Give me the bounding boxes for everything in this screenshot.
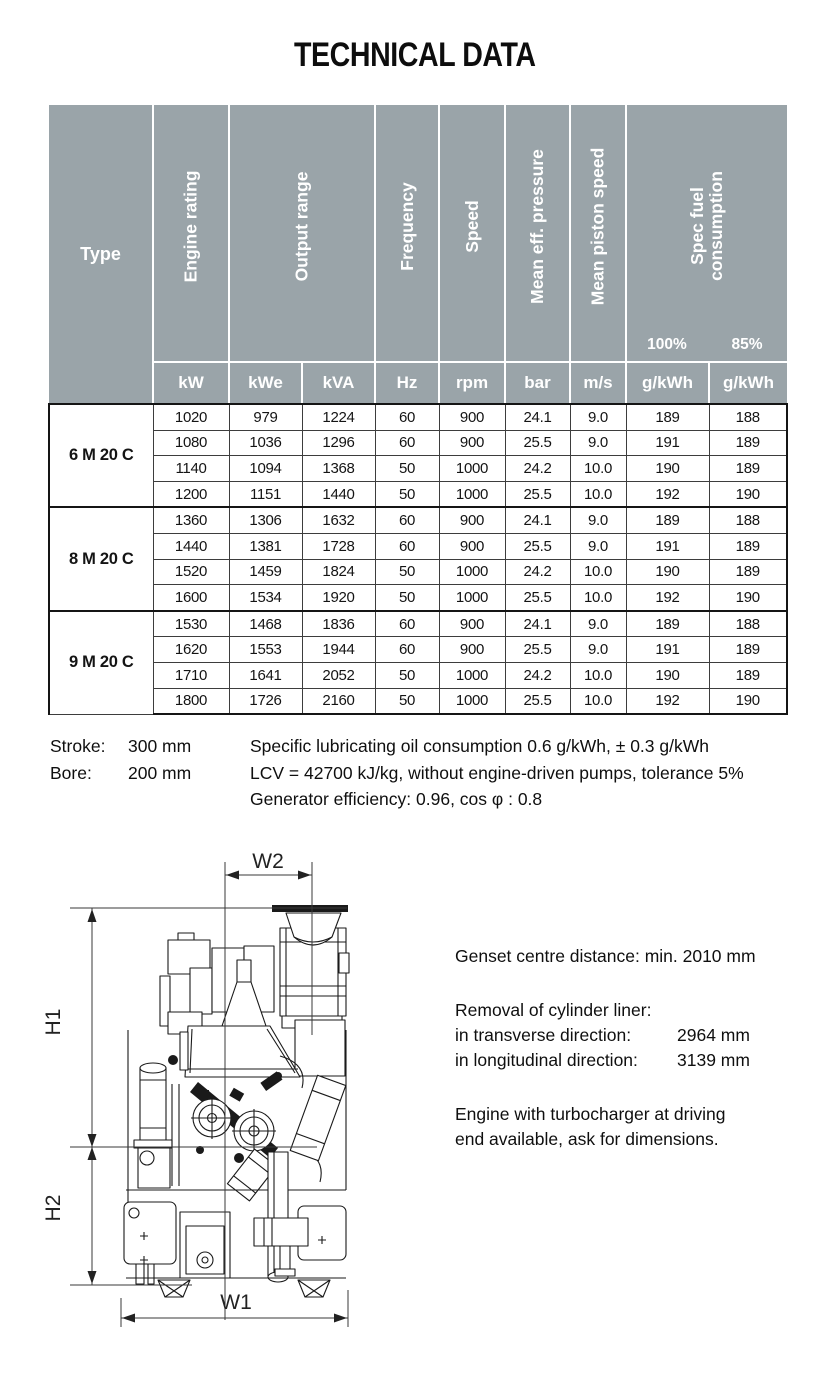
value-cell: 1296 [302, 430, 375, 456]
value-cell: 24.1 [505, 507, 570, 533]
load-85-label: 85% [731, 336, 763, 353]
value-cell: 60 [375, 507, 439, 533]
spec-fuel-label: Spec fuel consumption [686, 171, 726, 281]
bore-row [50, 760, 191, 787]
table-row [49, 481, 787, 507]
table-row [49, 430, 787, 456]
value-cell: 1200 [153, 481, 229, 507]
value-cell: 24.1 [505, 611, 570, 637]
value-cell: 1920 [302, 585, 375, 611]
lube-oil-note: Specific lubricating oil consumption 0.6 g/kWh, ± 0.3 g/kWh [250, 736, 709, 756]
value-cell: 1836 [302, 611, 375, 637]
value-cell: 191 [626, 533, 709, 559]
col-header-engine-rating [153, 105, 229, 362]
value-cell: 189 [709, 559, 787, 585]
turbocharger-note [455, 1102, 805, 1152]
value-cell: 1459 [229, 559, 302, 585]
value-cell: 191 [626, 637, 709, 663]
left-pump-cylinder [134, 1063, 172, 1188]
unit-bar: bar [505, 362, 570, 404]
cylinder-liner-block [455, 998, 805, 1073]
value-cell: 189 [626, 611, 709, 637]
value-cell: 24.2 [505, 662, 570, 688]
value-cell: 50 [375, 481, 439, 507]
value-cell: 188 [709, 507, 787, 533]
value-cell: 1620 [153, 637, 229, 663]
value-cell: 60 [375, 637, 439, 663]
table-row [49, 404, 787, 430]
value-cell: 25.5 [505, 637, 570, 663]
value-cell: 1036 [229, 430, 302, 456]
table-row [49, 662, 787, 688]
frequency-label: Frequency [396, 181, 417, 271]
value-cell: 9.0 [570, 637, 626, 663]
engine-type-cell: 6 M 20 C [49, 404, 153, 507]
value-cell: 190 [626, 456, 709, 482]
stroke-value: 300 mm [128, 736, 192, 756]
transverse-value: 2964 mm [677, 1025, 750, 1045]
value-cell: 10.0 [570, 481, 626, 507]
value-cell: 25.5 [505, 585, 570, 611]
value-cell: 192 [626, 481, 709, 507]
unit-kva: kVA [302, 362, 375, 404]
value-cell: 50 [375, 585, 439, 611]
value-cell: 25.5 [505, 533, 570, 559]
turbocharger [272, 905, 349, 1028]
engine-type-cell: 9 M 20 C [49, 611, 153, 714]
dim-label-w2: W2 [252, 850, 284, 873]
value-cell: 189 [626, 507, 709, 533]
value-cell: 1553 [229, 637, 302, 663]
dim-label-h1: H1 [42, 1008, 65, 1036]
value-cell: 189 [709, 662, 787, 688]
value-cell: 1000 [439, 559, 505, 585]
value-cell: 60 [375, 430, 439, 456]
info-section [455, 944, 805, 1181]
value-cell: 190 [626, 662, 709, 688]
value-cell: 10.0 [570, 559, 626, 585]
table-row [49, 585, 787, 611]
value-cell: 1094 [229, 456, 302, 482]
lcv-note: LCV = 42700 kJ/kg, without engine-driven pumps, tolerance 5% [250, 762, 744, 783]
value-cell: 1600 [153, 585, 229, 611]
value-cell: 1000 [439, 481, 505, 507]
value-cell: 192 [626, 688, 709, 714]
value-cell: 1534 [229, 585, 302, 611]
type-header-label: Type [80, 243, 121, 264]
value-cell: 900 [439, 611, 505, 637]
value-cell: 1710 [153, 662, 229, 688]
table-row [49, 688, 787, 714]
value-cell: 1306 [229, 507, 302, 533]
table-row [49, 456, 787, 482]
value-cell: 2052 [302, 662, 375, 688]
value-cell: 60 [375, 404, 439, 430]
mean-piston-speed-label: Mean piston speed [587, 147, 608, 305]
generator-efficiency-note: Generator efficiency: 0.96, cos φ : 0.8 [250, 789, 543, 809]
value-cell: 10.0 [570, 585, 626, 611]
value-cell: 25.5 [505, 688, 570, 714]
value-cell: 900 [439, 637, 505, 663]
header-row [49, 105, 787, 362]
turbo-note-line-1: Engine with turbocharger at driving [455, 1104, 726, 1124]
mean-eff-pressure-label: Mean eff. pressure [527, 148, 548, 304]
stroke-label: Stroke: [50, 736, 106, 756]
value-cell: 1000 [439, 456, 505, 482]
value-cell: 1151 [229, 481, 302, 507]
value-cell: 1726 [229, 688, 302, 714]
value-cell: 189 [709, 637, 787, 663]
value-cell: 50 [375, 688, 439, 714]
unit-gkwh-100: g/kWh [626, 362, 709, 404]
value-cell: 1360 [153, 507, 229, 533]
spec-table [48, 105, 788, 715]
speed-label: Speed [461, 199, 482, 253]
value-cell: 192 [626, 585, 709, 611]
output-range-label: Output range [291, 171, 312, 281]
load-100-label: 100% [647, 336, 687, 353]
value-cell: 189 [626, 404, 709, 430]
value-cell: 1468 [229, 611, 302, 637]
value-cell: 60 [375, 533, 439, 559]
value-cell: 189 [709, 430, 787, 456]
value-cell: 1944 [302, 637, 375, 663]
longitudinal-value: 3139 mm [677, 1050, 750, 1070]
col-header-speed [439, 105, 505, 362]
value-cell: 1440 [302, 481, 375, 507]
value-cell: 10.0 [570, 662, 626, 688]
value-cell: 1080 [153, 430, 229, 456]
col-header-frequency [375, 105, 439, 362]
stroke-bore-block [50, 733, 191, 786]
value-cell: 188 [709, 404, 787, 430]
col-header-mean-piston-speed [570, 105, 626, 362]
col-header-output-range [229, 105, 375, 362]
unit-kw: kW [153, 362, 229, 404]
value-cell: 24.1 [505, 404, 570, 430]
col-header-spec-fuel-consumption [626, 105, 787, 362]
value-cell: 1368 [302, 456, 375, 482]
value-cell: 1000 [439, 585, 505, 611]
value-cell: 2160 [302, 688, 375, 714]
value-cell: 190 [709, 688, 787, 714]
unit-kwe: kWe [229, 362, 302, 404]
tilted-cylinder-right [290, 1075, 346, 1160]
value-cell: 50 [375, 662, 439, 688]
unit-ms: m/s [570, 362, 626, 404]
value-cell: 10.0 [570, 688, 626, 714]
transverse-row [455, 1023, 805, 1048]
unit-rpm: rpm [439, 362, 505, 404]
units-row [49, 362, 787, 404]
value-cell: 1020 [153, 404, 229, 430]
value-cell: 1140 [153, 456, 229, 482]
value-cell: 1800 [153, 688, 229, 714]
value-cell: 1530 [153, 611, 229, 637]
value-cell: 10.0 [570, 456, 626, 482]
engine-rating-label: Engine rating [180, 170, 201, 282]
unit-gkwh-85: g/kWh [709, 362, 787, 404]
turbo-note-line-2: end available, ask for dimensions. [455, 1129, 719, 1149]
engine-outline [124, 905, 349, 1297]
value-cell: 60 [375, 611, 439, 637]
bore-value: 200 mm [128, 762, 192, 783]
value-cell: 900 [439, 533, 505, 559]
value-cell: 190 [709, 585, 787, 611]
table-row [49, 507, 787, 533]
value-cell: 190 [626, 559, 709, 585]
value-cell: 1632 [302, 507, 375, 533]
value-cell: 1000 [439, 688, 505, 714]
value-cell: 190 [709, 481, 787, 507]
table-row [49, 559, 787, 585]
value-cell: 900 [439, 430, 505, 456]
pump-wheel-1 [191, 1097, 233, 1139]
bore-label: Bore: [50, 762, 92, 783]
stroke-row [50, 733, 191, 760]
value-cell: 1224 [302, 404, 375, 430]
value-cell: 24.2 [505, 456, 570, 482]
value-cell: 189 [709, 533, 787, 559]
value-cell: 9.0 [570, 430, 626, 456]
unit-hz: Hz [375, 362, 439, 404]
value-cell: 1381 [229, 533, 302, 559]
col-header-type [49, 105, 153, 404]
longitudinal-label: in longitudinal direction: [455, 1050, 638, 1070]
spec-table-body [49, 404, 787, 714]
value-cell: 1824 [302, 559, 375, 585]
value-cell: 191 [626, 430, 709, 456]
load-percentages [627, 336, 787, 354]
col-header-mean-eff-pressure [505, 105, 570, 362]
engine-type-cell: 8 M 20 C [49, 507, 153, 610]
value-cell: 1520 [153, 559, 229, 585]
value-cell: 979 [229, 404, 302, 430]
value-cell: 189 [709, 456, 787, 482]
value-cell: 9.0 [570, 507, 626, 533]
value-cell: 9.0 [570, 533, 626, 559]
value-cell: 1440 [153, 533, 229, 559]
value-cell: 900 [439, 404, 505, 430]
page-title: TECHNICAL DATA [294, 36, 536, 74]
value-cell: 188 [709, 611, 787, 637]
engine-drawing [40, 850, 430, 1340]
value-cell: 25.5 [505, 430, 570, 456]
genset-distance-note: Genset centre distance: min. 2010 mm [455, 946, 756, 966]
value-cell: 1728 [302, 533, 375, 559]
table-row [49, 611, 787, 637]
value-cell: 9.0 [570, 611, 626, 637]
consumption-notes [250, 733, 790, 813]
longitudinal-row [455, 1048, 805, 1073]
value-cell: 9.0 [570, 404, 626, 430]
removal-title: Removal of cylinder liner: [455, 1000, 652, 1020]
dim-label-w1: W1 [220, 1291, 252, 1314]
value-cell: 50 [375, 559, 439, 585]
transverse-label: in transverse direction: [455, 1025, 632, 1045]
value-cell: 1000 [439, 662, 505, 688]
table-row [49, 533, 787, 559]
value-cell: 1641 [229, 662, 302, 688]
value-cell: 24.2 [505, 559, 570, 585]
value-cell: 50 [375, 456, 439, 482]
table-row [49, 637, 787, 663]
dim-label-h2: H2 [42, 1194, 65, 1222]
value-cell: 900 [439, 507, 505, 533]
value-cell: 25.5 [505, 481, 570, 507]
